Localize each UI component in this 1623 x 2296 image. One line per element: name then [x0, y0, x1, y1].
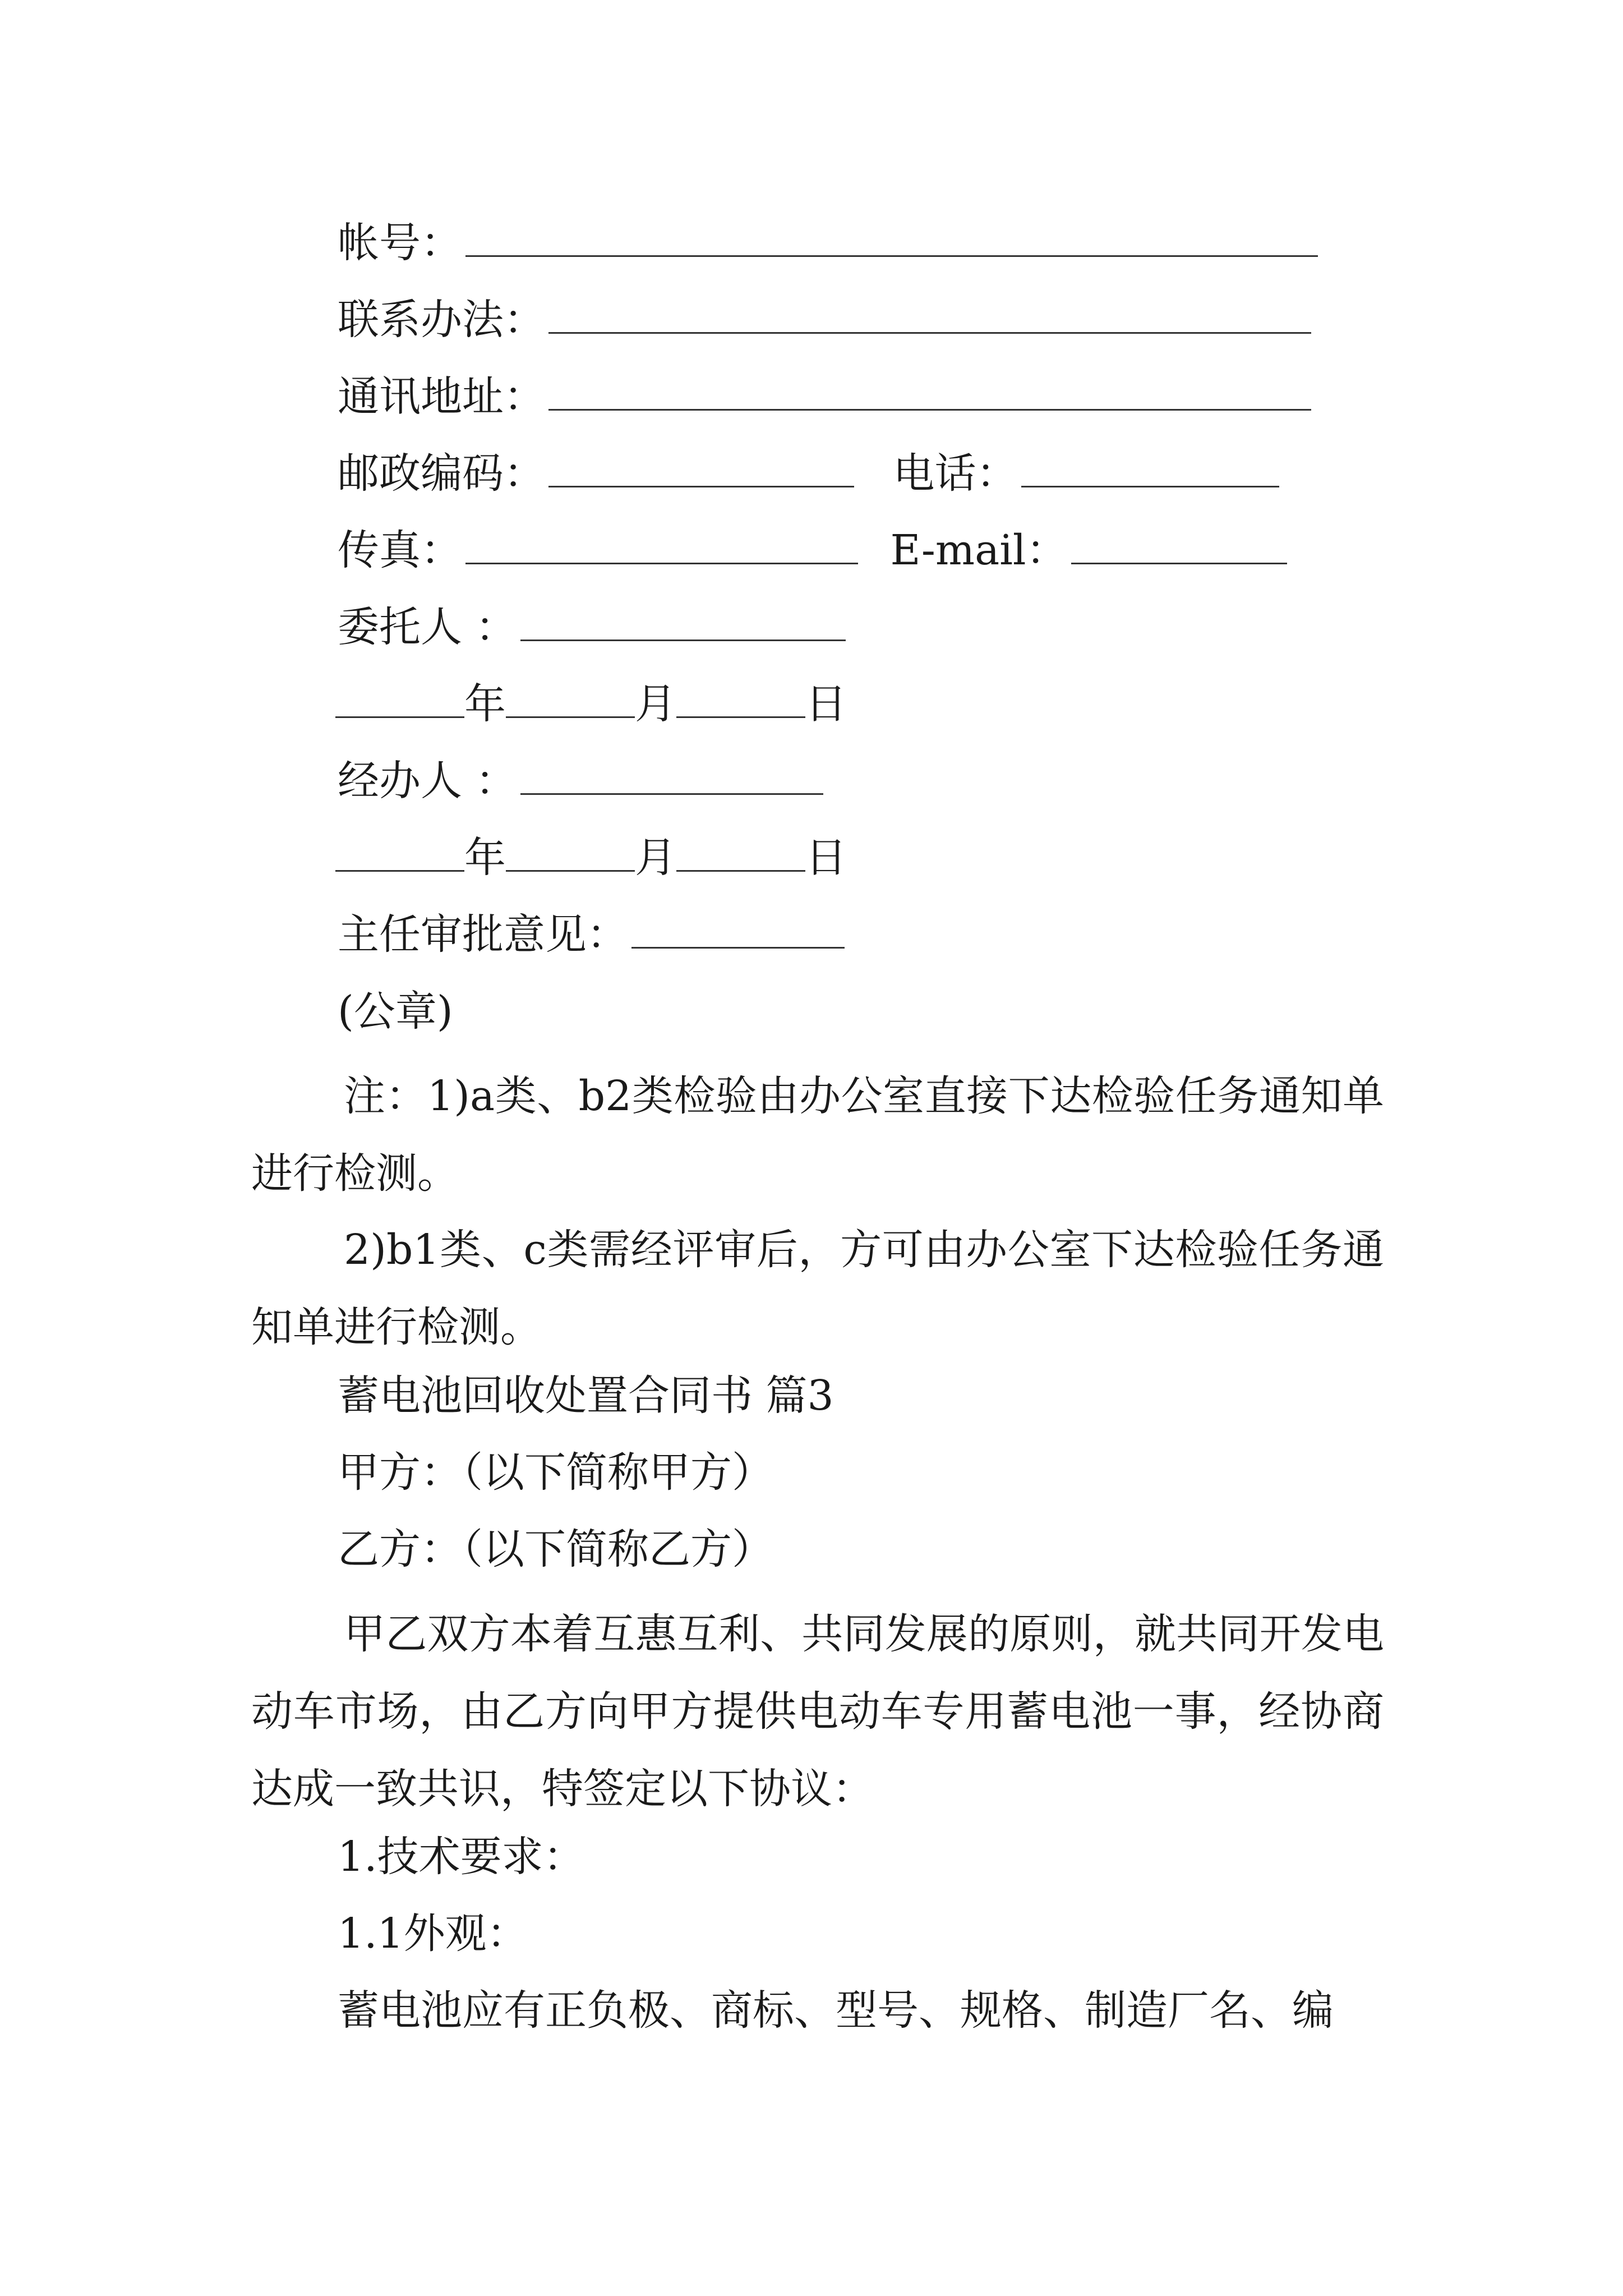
fax-email-row — [338, 519, 1290, 581]
day-label: 日 — [805, 680, 847, 728]
client-date-row — [335, 673, 847, 735]
account-label: 帐号： — [338, 219, 462, 267]
account-blank[interactable] — [465, 223, 1318, 257]
client-label: 委托人 ： — [338, 603, 517, 651]
year-blank[interactable] — [335, 684, 464, 718]
section-1-1-text: 蓄电池应有正负极、商标、型号、规格、制造厂名、编 — [338, 1986, 1334, 2035]
month-blank[interactable] — [506, 684, 635, 718]
address-row — [338, 366, 1315, 427]
note-1: 注：1)a类、b2类检验由办公室直接下达检验任务通知单进行检测。 — [251, 1072, 1384, 1198]
fax-label: 传真： — [338, 526, 462, 574]
month-label: 月 — [635, 680, 676, 728]
contact-row — [338, 289, 1315, 351]
account-row — [338, 212, 1321, 274]
client-blank[interactable] — [520, 607, 846, 641]
year-label: 年 — [464, 680, 506, 728]
fax-blank[interactable] — [465, 530, 858, 564]
year-label: 年 — [464, 834, 506, 882]
contract-intro: 甲乙双方本着互惠互利、共同发展的原则，就共同开发电动车市场，由乙方向甲方提供电动车专用蓄电池一事，经协商达成一致共识，特签定以下协议： — [251, 1610, 1384, 1813]
contract-title: 蓄电池回收处置合同书 篇3 — [338, 1372, 834, 1420]
operator-row — [338, 750, 827, 812]
address-blank[interactable] — [548, 376, 1311, 411]
contact-blank[interactable] — [548, 300, 1311, 334]
section-1-1-heading: 1.1外观： — [338, 1910, 528, 1958]
section-1-heading: 1.技术要求： — [338, 1833, 585, 1881]
contact-label: 联系办法： — [338, 296, 545, 344]
postcode-blank[interactable] — [548, 453, 854, 487]
note-2: 2)b1类、c类需经评审后，方可由办公室下达检验任务通知单进行检测。 — [251, 1226, 1384, 1351]
director-blank[interactable] — [631, 914, 845, 949]
month-label: 月 — [635, 834, 676, 882]
day-blank[interactable] — [676, 684, 805, 718]
year-blank[interactable] — [335, 838, 464, 872]
seal-text: (公章) — [338, 987, 453, 1036]
postcode-label: 邮政编码： — [338, 449, 545, 498]
party-a: 甲方：（以下简称甲方） — [338, 1448, 773, 1497]
client-row — [338, 596, 849, 658]
operator-label: 经办人 ： — [338, 757, 517, 805]
phone-label: 电话： — [893, 449, 1018, 498]
director-label: 主任审批意见： — [338, 910, 628, 959]
director-row — [338, 904, 848, 965]
address-label: 通讯地址： — [338, 372, 545, 421]
email-label: E-mail： — [890, 526, 1068, 574]
day-label: 日 — [805, 834, 847, 882]
phone-blank[interactable] — [1021, 453, 1279, 487]
operator-blank[interactable] — [520, 761, 823, 795]
party-b: 乙方：（以下简称乙方） — [338, 1525, 773, 1573]
day-blank[interactable] — [676, 838, 805, 872]
postcode-phone-row — [338, 443, 1283, 504]
operator-date-row — [335, 827, 847, 889]
email-blank[interactable] — [1071, 530, 1287, 564]
month-blank[interactable] — [506, 838, 635, 872]
